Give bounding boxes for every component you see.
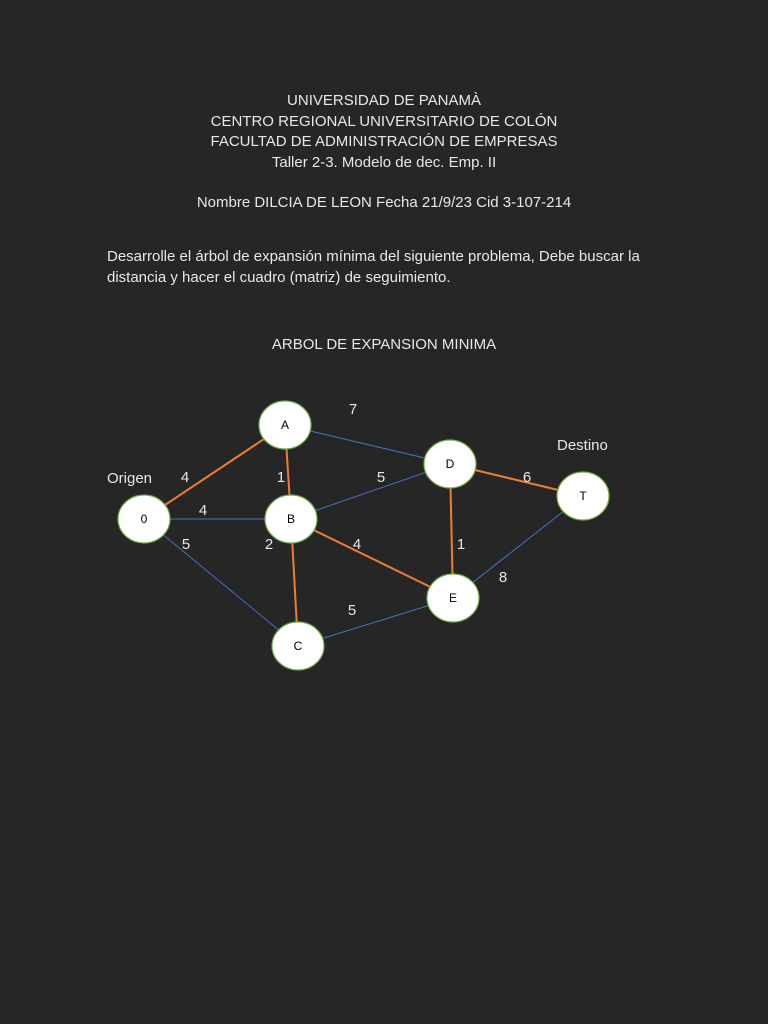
edge-weight-b-d: 5 — [376, 468, 386, 486]
node-label-e: E — [448, 591, 458, 606]
node-label-c: C — [293, 639, 303, 654]
destination-label: Destino — [557, 437, 608, 454]
section-title: ARBOL DE EXPANSION MINIMA — [271, 336, 497, 353]
node-o — [118, 495, 170, 543]
student-info-line: Nombre DILCIA DE LEON Fecha 21/9/23 Cid 3-107-214 — [196, 194, 572, 211]
node-label-t: T — [579, 489, 587, 504]
edge-weight-d-e: 1 — [456, 535, 466, 553]
graph-nodes — [118, 401, 609, 670]
edge-weight-e-t: 8 — [498, 568, 508, 586]
edge-weight-a-d: 7 — [348, 400, 358, 418]
node-b — [265, 495, 317, 543]
node-a — [259, 401, 311, 449]
node-label-d: D — [445, 457, 455, 472]
node-c — [272, 622, 324, 670]
course-title: Taller 2-3. Modelo de dec. Emp. II — [271, 153, 497, 171]
edge-weight-b-c: 2 — [264, 535, 274, 553]
node-e — [427, 574, 479, 622]
node-label-o: 0 — [140, 512, 148, 527]
edge-weight-a-b: 1 — [276, 468, 286, 486]
edge-weight-c-e: 5 — [347, 601, 357, 619]
university-name: UNIVERSIDAD DE PANAMÀ — [287, 92, 481, 109]
graph-edge-weights — [181, 401, 531, 619]
graph-edges — [144, 425, 583, 646]
node-label-b: B — [286, 512, 296, 527]
node-label-a: A — [280, 418, 290, 433]
faculty-name: FACULTAD DE ADMINISTRACIÓN DE EMPRESAS — [210, 133, 558, 150]
edge-weight-o-a: 4 — [180, 468, 190, 486]
edge-b-e — [291, 519, 453, 598]
edge-weight-o-c: 5 — [181, 535, 191, 553]
node-t — [557, 472, 609, 520]
edge-weight-b-e: 4 — [352, 535, 362, 553]
edge-weight-d-t: 6 — [522, 468, 532, 486]
edge-weight-o-b: 4 — [198, 501, 208, 519]
origin-label: Origen — [107, 470, 153, 487]
instructions-paragraph: Desarrolle el árbol de expansión mínima del siguiente problema, Debe buscar la distancia y hacer el cuadro (matriz) de seguimiento. — [107, 248, 640, 286]
node-d — [424, 440, 476, 488]
regional-center-name: CENTRO REGIONAL UNIVERSITARIO DE COLÓN — [210, 112, 558, 130]
